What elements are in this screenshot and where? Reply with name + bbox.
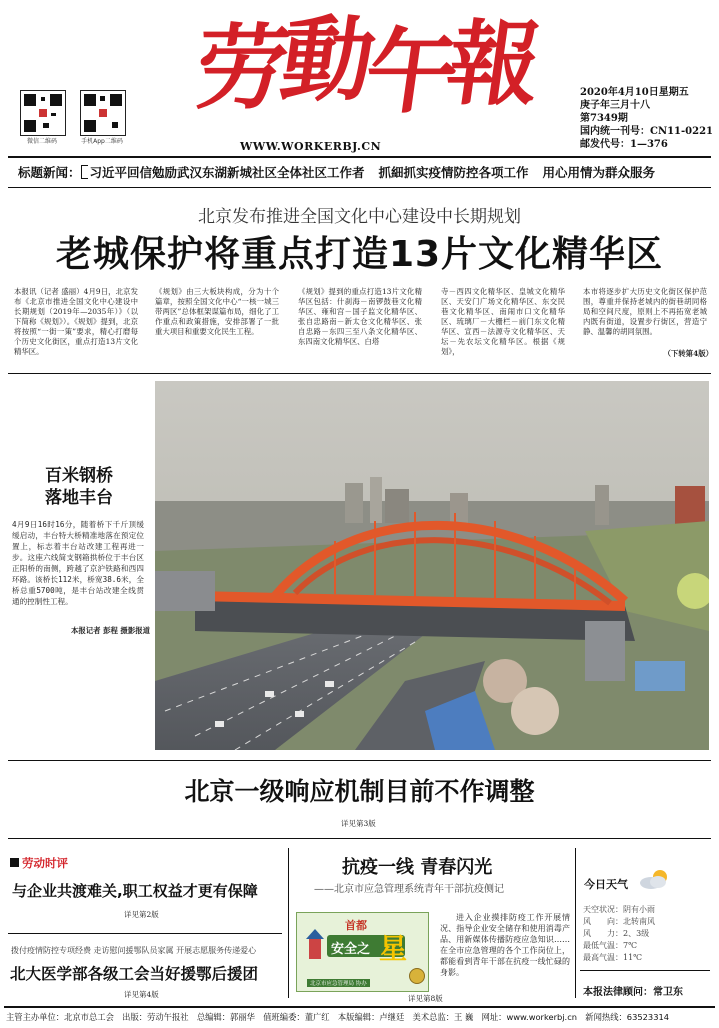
bar-divider [8,187,711,188]
post-code: 邮发代号：1—376 [580,139,668,150]
commentary-headline[interactable]: 与企业共渡难关,职工权益才更有保障 [12,882,258,900]
commentary-tag: 劳动时评 [10,855,68,871]
youth-subline: ——北京市应急管理系统青年干部抗疫侧记 [314,884,504,895]
bridge-headline-line2: 落地丰台 [45,488,113,508]
masthead-char: 劳 [188,14,296,122]
ad-star-char: 星 [379,932,408,965]
middle-divider [8,838,711,839]
lead-column-4: 寺－西四文化精华区、皇城文化精华区、天安门广场文化精华区、东交民巷文化精华区、南闹市口文化精华区、琉璃厂－大栅栏－前门东文化精华区、宣西－法源寺文化精华区、天坛－先农坛文化精华区。根据《规划》， [441,287,565,356]
weather-row: 风 力：2、3级 [583,929,650,938]
qr-label-app: 手机App二维码 [81,138,123,145]
bridge-body: 4月9日16时16分，随着桥下千斤顶缓缓启动，丰台特大桥精准地落在预定位置上，标志着丰台站改建工程再进一步。这座六线简支钢箱拱桥位于丰台区正阳桥的南侧，跨越了京沪铁路和西四环路。该桥长112米，桥宽38.6米，全桥总重5700吨，是丰台站改建全线贯通的控制性工程。 [12,520,144,606]
bridge-headline-line1: 百米钢桥 [45,466,113,486]
cn-number: 国内统一刊号：CN11-0221 [580,126,713,137]
news2-see-page[interactable]: 详见第4版 [124,990,159,999]
cloud-rain-icon [638,868,670,892]
headline-bar-item[interactable]: 用心用情为群众服务 [542,165,656,180]
weather-divider [575,848,576,998]
legal-divider [580,970,710,971]
continued-note[interactable]: （下转第4版） [663,349,713,358]
issue-number: 第7349期 [580,113,628,124]
lead-divider [8,373,711,374]
bridge-headline[interactable] [14,465,144,509]
emblem-icon [409,968,425,984]
news2-headline[interactable]: 北大医学部各级工会当好援鄂后援团 [10,965,259,983]
youth-see-page[interactable]: 详见第8版 [408,994,443,1003]
header-divider [8,156,711,158]
weather-row: 天空状况：阴有小雨 [583,905,655,914]
commentary-see-page[interactable]: 详见第2版 [124,910,159,919]
youth-body: 进入企业摸排防疫工作开展情况、指导企业安全储存和使用消毒产品、用新媒体传播防疫应急知识……在全市应急管理的各个工作岗位上，都能看到青年干部在抗疫一线忙碌的身影。 [440,913,570,977]
masthead-char: 報 [440,10,548,118]
lead-headline[interactable]: 老城保护将重点打造13片文化精华区 [55,234,664,275]
qr-code-app[interactable] [80,90,126,136]
safety-star-ad[interactable] [296,912,429,992]
middle-headline[interactable]: 北京一级响应机制目前不作调整 [184,777,535,806]
masthead-char: 動 [274,6,382,114]
weather-row: 风 向：北转南风 [583,917,655,926]
ad-caption: 北京市应急管理局 协办 [307,979,370,987]
bar-bracket [81,165,88,179]
qr-code-wechat[interactable] [20,90,66,136]
lunar-date: 庚子年三月十八 [580,100,650,111]
headline-bar-item[interactable]: 抓細抓实疫情防控各项工作 [378,165,529,180]
bridge-credit: 本报记者 彭程 摄影报道 [70,626,150,635]
weather-row: 最高气温：11℃ [583,953,643,962]
footer-credits: 主管主办单位：北京市总工会 出版：劳动午报社 总编辑：郭丽华 值班编委：董广红 本版编辑：卢继廷 美术总监：王 巍 网址：www.workerbj.cn 新闻热线：63523314 [6,1012,670,1022]
youth-headline[interactable]: 抗疫一线 青春闪光 [342,857,493,878]
legal-advisor: 本报法律顾问：常卫东 [583,987,683,998]
footer-divider [4,1006,715,1008]
headline-news-bar [18,163,655,181]
lead-column-1: 本报讯（记者 盛丽）4月9日，北京发布《北京市推进全国文化中心建设中长期规划（2019年—2035年）》（以下简称《规划》）。《规划》提到，北京将按照“一街一策”要求，精心打磨每个历史文化街区，重点打造13片文化精华区。 [14,287,138,356]
lead-subhead: 北京发布推进全国文化中心建设中长期规划 [198,207,521,227]
weather-row: 最低气温：7℃ [583,941,638,950]
temple-icon [305,927,325,961]
middle-see-page[interactable]: 详见第3版 [341,819,376,828]
headline-bar-item[interactable]: 习近平回信勉励武汉东湖新城社区全体社区工作者 [89,165,365,180]
news2-kicker: 拨付疫情防控专项经费 走访慰问援鄂队员家属 开展志愿服务传递爱心 [11,946,257,955]
lead-column-5: 本市将逐步扩大历史文化街区保护范围，尊重并保持老城内的街巷胡同格局和空间尺度，原则上不再拓宽老城内既有街道，设置步行街区，营造宁静、温馨的胡同氛围。 [583,287,707,336]
website-url[interactable]: WWW.WORKERBJ.CN [240,140,382,153]
ad-title-main: 安全之 [331,942,371,957]
lead-column-3: 《规划》提到的重点打造13片文化精华区包括：什刹海－南锣鼓巷文化精华区、雍和宫－国子监文化精华区、张自忠路南－新太仓文化精华区、张自忠路－东四三至八条文化精华区、东四南文化精华区、白塔 [298,287,422,346]
bridge-divider [8,760,711,761]
headline-bar-label: 标题新闻： [18,165,81,180]
commentary-divider [8,933,282,934]
masthead-logo [188,6,548,140]
lead-column-2: 《规划》由三大板块构成，分为十个篇章，按照全国文化中心“一核一城三带两区”总体框架谋篇布局，细化了工作重点和政策措施，安排部署了一批重大项目和重要文化民生工程。 [155,287,279,336]
date-line: 2020年4月10日星期五 [580,87,689,98]
masthead-char: 午 [358,18,466,126]
qr-label-wechat: 微信二维码 [26,138,57,145]
weather-title: 今日天气 [584,878,628,891]
bridge-photo [155,381,709,750]
ad-title-top: 首都 [345,919,367,932]
left-column-divider [288,848,289,998]
